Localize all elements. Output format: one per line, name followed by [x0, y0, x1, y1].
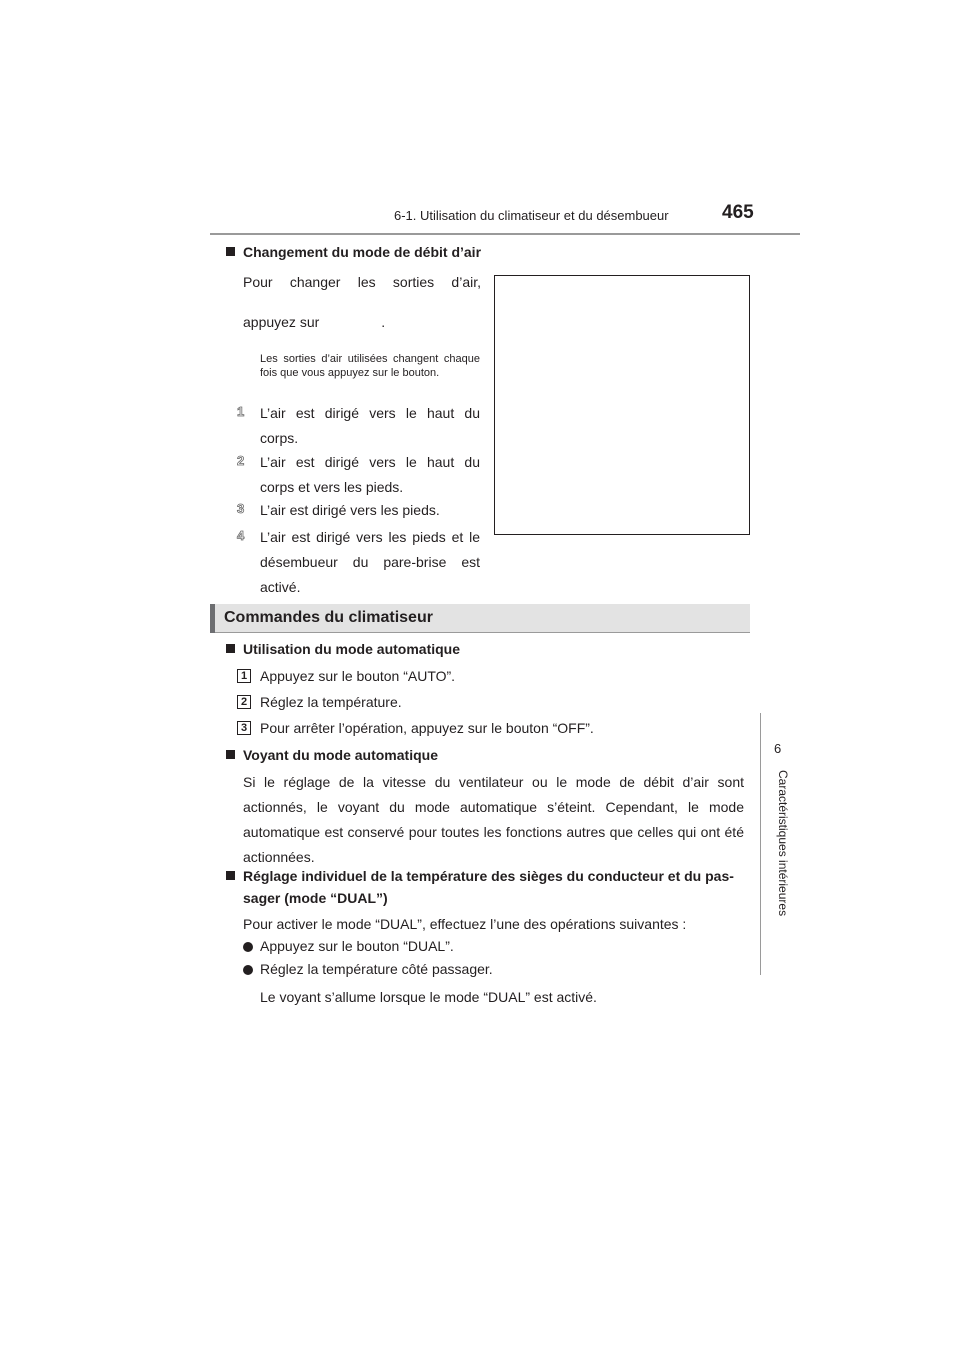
chapter-title: 6-1. Utilisation du climatiseur et du désembueur [394, 208, 669, 223]
dual-mode-intro: Pour activer le mode “DUAL”, effectuez l’une des opérations suivantes : [243, 916, 687, 932]
section-title: Commandes du climatiseur [224, 609, 433, 626]
airflow-intro-line2: appuyez sur . [243, 314, 386, 330]
airflow-heading: Changement du mode de débit d’air [226, 244, 481, 260]
dual-mode-bullet: Réglez la température côté passager. [260, 961, 493, 977]
square-bullet-icon [226, 644, 235, 653]
dual-mode-heading: Réglage individuel de la température des sièges du conducteur et du pas- sager (mode “DUAL”) [226, 865, 746, 909]
auto-mode-heading: Utilisation du mode automatique [226, 641, 460, 657]
bullet-dot-icon [243, 942, 253, 952]
airflow-item-text: L’air est dirigé vers les pieds et le désembueur du pare-brise est activé. [260, 529, 480, 595]
step-number: 3 [237, 721, 251, 735]
step-text: Appuyez sur le bouton “AUTO”. [260, 668, 456, 684]
auto-indicator-text: Si le réglage de la vitesse du ventilateur ou le mode de débit d’air sont actionnés, le voyant du mode automatique s’éteint. Cependant, le mode automatique est conservé pour toutes les fonctions autres que celles qui ont été actionnées. [243, 774, 744, 865]
side-tab-label: Caractéristiques intérieures [776, 770, 790, 917]
dual-mode-note: Le voyant s’allume lorsque le mode “DUAL” est activé. [260, 989, 597, 1005]
step-number: 1 [237, 669, 251, 683]
step-text: Pour arrêter l’opération, appuyez sur le bouton “OFF”. [260, 720, 594, 736]
dual-mode-bullet: Appuyez sur le bouton “DUAL”. [260, 938, 454, 954]
step-number: 2 [237, 695, 251, 709]
airflow-item-number: 2 [237, 453, 245, 468]
airflow-illustration-frame [494, 275, 750, 535]
airflow-item-text: L’air est dirigé vers les pieds. [260, 502, 440, 518]
page-number: 465 [722, 202, 754, 223]
square-bullet-icon [226, 247, 235, 256]
step-text: Réglez la température. [260, 694, 402, 710]
airflow-item-number: 4 [237, 528, 245, 543]
airflow-item-text: L’air est dirigé vers le haut du corps et vers les pieds. [260, 454, 480, 495]
header-rule [210, 233, 800, 235]
square-bullet-icon [226, 871, 235, 880]
square-bullet-icon [226, 750, 235, 759]
airflow-item-number: 3 [237, 501, 245, 516]
airflow-item-text: L’air est dirigé vers le haut du corps. [260, 405, 480, 446]
bullet-dot-icon [243, 965, 253, 975]
auto-indicator-heading: Voyant du mode automatique [226, 747, 438, 763]
airflow-item-number: 1 [237, 404, 245, 419]
airflow-note: Les sorties d’air utilisées changent chaque fois que vous appuyez sur le bouton. [260, 353, 480, 379]
airflow-intro-line1: Pour changer les sorties d’air, [243, 274, 481, 290]
side-tab-number: 6 [774, 741, 782, 756]
section-bar-marker [210, 604, 215, 633]
